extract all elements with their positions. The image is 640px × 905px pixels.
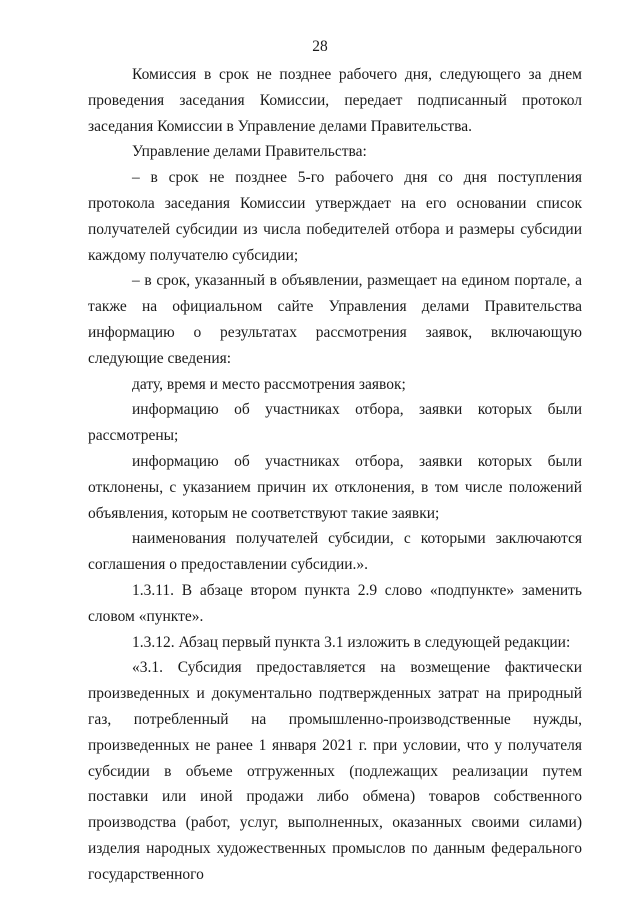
paragraph: наименования получателей субсидии, с которыми заключаются соглашения о предоставлении субсидии.». [88, 530, 582, 574]
paragraph: Управление делами Правительства: [132, 143, 367, 161]
paragraph: «3.1. Субсидия предоставляется на возмещение фактически произведенных и документально подтвержденных затрат на природный газ, потребленный на промышленно-производственные нужды, произведенных не ранее 1 января 2021 г. при условии, что у получателя субсидии в объеме отгруженных (подлежащих реализации путем поставки или иной продажи либо обмена) товаров собственного производства (работ, услуг, выполненных, оказанных своими силами) изделия народных художественных промыслов по данным федерального государственного [88, 659, 582, 883]
paragraph: 1.3.11. В абзаце втором пункта 2.9 слово «подпункте» заменить словом «пункте». [88, 581, 582, 625]
paragraph: – в срок, указанный в объявлении, размещает на едином портале, а также на официальном сайте Управления делами Правительства информацию о результатах рассмотрения заявок, включающую следующие сведения: [88, 272, 582, 367]
paragraph: Комиссия в срок не позднее рабочего дня, следующего за днем проведения заседания Комиссии, передает подписанный протокол заседания Комиссии в Управление делами Правительства. [88, 66, 582, 135]
page-number: 28 [312, 38, 328, 55]
paragraph: – в срок не позднее 5-го рабочего дня со дня поступления протокола заседания Комиссии утверждает на его основании список получателей субсидии из числа победителей отбора и размеры субсидии каждому получателю субсидии; [88, 169, 582, 264]
document-body [88, 62, 582, 888]
paragraph: информацию об участниках отбора, заявки которых были рассмотрены; [88, 401, 582, 445]
paragraph: 1.3.12. Абзац первый пункта 3.1 изложить в следующей редакции: [132, 633, 571, 651]
paragraph: дату, время и место рассмотрения заявок; [132, 375, 406, 393]
paragraph: информацию об участниках отбора, заявки которых были отклонены, с указанием причин их отклонения, в том числе положений объявления, которым не соответствуют такие заявки; [88, 452, 582, 522]
